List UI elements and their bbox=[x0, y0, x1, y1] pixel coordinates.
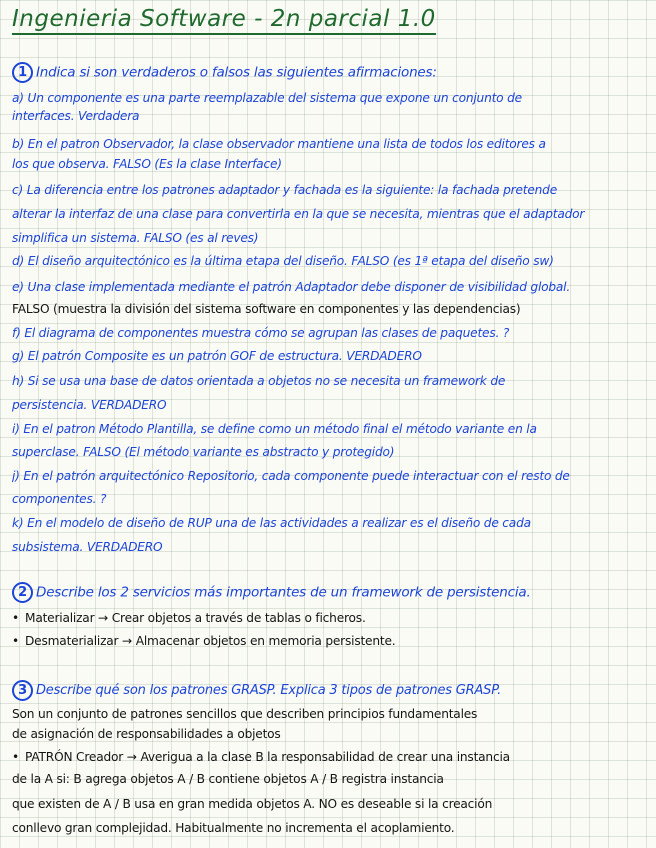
answer-line: Son un conjunto de patrones sencillos que describen principios fundamentales bbox=[12, 707, 478, 721]
answer-line: h) Si se usa una base de datos orientada a objetos no se necesita un framework de bbox=[12, 374, 506, 388]
question-number-badge: 2 bbox=[12, 582, 33, 603]
list-item-text: PATRÓN Creador → Averigua a la clase B la responsabilidad de crear una instancia bbox=[25, 750, 510, 764]
bullet-icon: • bbox=[12, 634, 19, 648]
answer-line: persistencia. VERDADERO bbox=[12, 398, 167, 412]
answer-line: componentes. ? bbox=[12, 492, 107, 506]
list-item bbox=[12, 632, 648, 650]
page-title: Ingenieria Software - 2n parcial 1.0 bbox=[12, 6, 436, 35]
question-3-heading bbox=[12, 680, 648, 701]
answer-line: j) En el patrón arquitectónico Repositorio, cada componente puede interactuar con el resto de bbox=[12, 469, 570, 483]
bullet-icon: • bbox=[12, 611, 19, 625]
answer-line: e) Una clase implementada mediante el patrón Adaptador debe disponer de visibilidad global. bbox=[12, 280, 571, 294]
answer-line: FALSO (muestra la división del sistema software en componentes y las dependencias) bbox=[12, 302, 521, 316]
answer-line: k) En el modelo de diseño de RUP una de las actividades a realizar es el diseño de cada bbox=[12, 516, 531, 530]
answer-line: a) Un componente es una parte reemplazable del sistema que expone un conjunto de bbox=[12, 91, 522, 105]
answer-line: superclase. FALSO (El método variante es abstracto y protegido) bbox=[12, 445, 395, 459]
answer-line: b) En el patron Observador, la clase observador mantiene una lista de todos los editores a bbox=[12, 137, 546, 151]
answer-line: d) El diseño arquitectónico es la última etapa del diseño. FALSO (es 1ª etapa del diseño sw) bbox=[12, 254, 554, 268]
question-1-prompt: Indica si son verdaderos o falsos las siguientes afirmaciones: bbox=[36, 64, 437, 81]
answer-line: simplifica un sistema. FALSO (es al reves) bbox=[12, 231, 259, 245]
question-2-prompt: Describe los 2 servicios más importantes de un framework de persistencia. bbox=[36, 584, 531, 601]
list-item-text: Desmaterializar → Almacenar objetos en memoria persistente. bbox=[25, 634, 396, 648]
question-2-heading bbox=[12, 582, 648, 603]
answer-line: conllevo gran complejidad. Habitualmente no incrementa el acoplamiento. bbox=[12, 821, 455, 835]
bullet-icon: • bbox=[12, 750, 19, 764]
answer-line: c) La diferencia entre los patrones adaptador y fachada es la siguiente: la fachada pretende bbox=[12, 183, 557, 197]
question-number-badge: 3 bbox=[12, 680, 33, 701]
answer-line: de asignación de responsabilidades a objetos bbox=[12, 727, 281, 741]
question-3-prompt: Describe qué son los patrones GRASP. Explica 3 tipos de patrones GRASP. bbox=[36, 683, 502, 698]
list-item bbox=[12, 748, 648, 766]
answer-line: interfaces. Verdadera bbox=[12, 109, 140, 123]
answer-line: de la A si: B agrega objetos A / B contiene objetos A / B registra instancia bbox=[12, 772, 444, 786]
list-item-text: Materializar → Crear objetos a través de tablas o ficheros. bbox=[25, 611, 366, 625]
answer-line: subsistema. VERDADERO bbox=[12, 540, 163, 554]
answer-line: los que observa. FALSO (Es la clase Interface) bbox=[12, 157, 282, 171]
answer-line: g) El patrón Composite es un patrón GOF de estructura. VERDADERO bbox=[12, 349, 422, 363]
question-1-heading bbox=[12, 62, 648, 83]
answer-line: que existen de A / B usa en gran medida objetos A. NO es deseable si la creación bbox=[12, 797, 493, 811]
answer-line: i) En el patron Método Plantilla, se define como un método final el método variante en la bbox=[12, 422, 537, 436]
answer-line: alterar la interfaz de una clase para convertirla en la que se necesita, mientras que el adaptador bbox=[12, 207, 585, 221]
list-item bbox=[12, 609, 648, 627]
answer-line: f) El diagrama de componentes muestra cómo se agrupan las clases de paquetes. ? bbox=[12, 326, 510, 340]
question-number-badge: 1 bbox=[12, 62, 33, 83]
